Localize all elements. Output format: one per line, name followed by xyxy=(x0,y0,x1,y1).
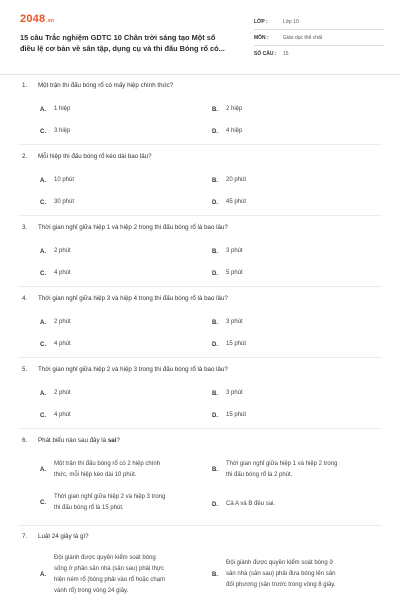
document-title: 15 câu Trắc nghiệm GDTC 10 Chân trời sáng tạo Một số điều lệ cơ bản về sân tập, dụng cụ và thi đấu Bóng rổ có... xyxy=(20,33,225,53)
meta-value: Giáo dục thể chất xyxy=(283,34,323,41)
option-b[interactable]: B. 3 phút xyxy=(212,390,243,397)
option-c[interactable]: C. 30 phút xyxy=(40,199,75,206)
option-b[interactable]: B. 3 phút xyxy=(212,319,243,326)
question-divider xyxy=(18,428,382,429)
option-c[interactable]: C. 4 phút xyxy=(40,412,71,419)
option-b[interactable]: B. Thời gian nghỉ giữa hiệp 1 và hiệp 2 trong thi đấu bóng rổ là 2 phút. xyxy=(212,461,338,478)
option-d[interactable]: D. 45 phút xyxy=(212,199,247,206)
option-a[interactable]: A. 1 hiệp xyxy=(40,106,71,113)
logo-brand: 2048 xyxy=(20,13,46,25)
document-meta xyxy=(254,14,384,62)
meta-label: MÔN : xyxy=(254,34,269,41)
option-d[interactable]: D. Cả A và B đều sai. xyxy=(212,501,276,508)
option-c[interactable]: C. Thời gian nghỉ giữa hiệp 2 và hiệp 3 trong thi đấu bóng rổ là 15 phút. xyxy=(40,494,166,511)
question-stem: 1. Một trận thi đấu bóng rổ có mấy hiệp chính thức? xyxy=(22,82,174,89)
logo-suffix: .vn xyxy=(46,18,55,24)
option-d[interactable]: D. 4 hiệp xyxy=(212,128,243,135)
question-divider xyxy=(18,286,382,287)
option-a[interactable]: A. 10 phút xyxy=(40,177,75,184)
option-c[interactable]: C. 3 hiệp xyxy=(40,128,71,135)
question-stem: 3. Thời gian nghỉ giữa hiệp 1 và hiệp 2 trong thi đấu bóng rổ là bao lâu? xyxy=(22,224,228,231)
page-header xyxy=(0,0,400,74)
meta-label: SỐ CÂU : xyxy=(254,51,277,57)
option-d[interactable]: D. 5 phút xyxy=(212,270,243,277)
question-stem: 7. Luật 24 giây là gì? xyxy=(22,533,89,540)
meta-row-count xyxy=(254,46,384,62)
option-d[interactable]: D. 15 phút xyxy=(212,341,247,348)
meta-row-subject xyxy=(254,30,384,46)
option-c[interactable]: C. 4 phút xyxy=(40,341,71,348)
question-divider xyxy=(18,525,382,526)
meta-value: Lớp 10 xyxy=(283,18,299,25)
header-divider xyxy=(0,74,400,75)
option-a[interactable]: A. Một trận thi đấu bóng rổ có 2 hiệp chính thức, mỗi hiệp kéo dài 10 phút. xyxy=(40,461,161,478)
question-divider xyxy=(18,144,382,145)
emphasis-text: sai xyxy=(107,437,117,444)
question-divider xyxy=(18,357,382,358)
site-logo[interactable] xyxy=(20,13,54,25)
question-stem: 4. Thời gian nghỉ giữa hiệp 3 và hiệp 4 trong thi đấu bóng rổ là bao lâu? xyxy=(22,295,228,302)
option-b[interactable]: B. 20 phút xyxy=(212,177,247,184)
question-stem: 5. Thời gian nghỉ giữa hiệp 2 và hiệp 3 trong thi đấu bóng rổ là bao lâu? xyxy=(22,366,228,373)
option-b[interactable]: B. 2 hiệp xyxy=(212,106,243,113)
option-a[interactable]: A. 2 phút xyxy=(40,319,71,326)
option-a[interactable]: A. 2 phút xyxy=(40,390,71,397)
meta-row-class xyxy=(254,14,384,30)
option-b[interactable]: B. 3 phút xyxy=(212,248,243,255)
option-a[interactable]: A. Đội giành được quyền kiểm soát bóng sống ở phần sân nhà (sân sau) phải thực hiện ném rổ (bóng phải vào rổ hoặc chạm vành rổ) trong vòng 24 giây. xyxy=(40,555,166,594)
option-b[interactable]: B. Đội giành được quyền kiểm soát bóng ở sân nhà (sân sau) phải đưa bóng lên sân đối phương (sân trước trong vòng 8 giây. xyxy=(212,560,336,588)
option-c[interactable]: C. 4 phút xyxy=(40,270,71,277)
option-a[interactable]: A. 2 phút xyxy=(40,248,71,255)
meta-value: 15 xyxy=(283,51,289,57)
question-stem: 6. Phát biểu nào sau đây là sai? xyxy=(22,437,120,444)
question-stem: 2. Mỗi hiệp thi đấu bóng rổ kéo dài bao lâu? xyxy=(22,153,152,160)
question-divider xyxy=(18,215,382,216)
option-d[interactable]: D. 15 phút xyxy=(212,412,247,419)
meta-label: LỚP : xyxy=(254,18,268,25)
